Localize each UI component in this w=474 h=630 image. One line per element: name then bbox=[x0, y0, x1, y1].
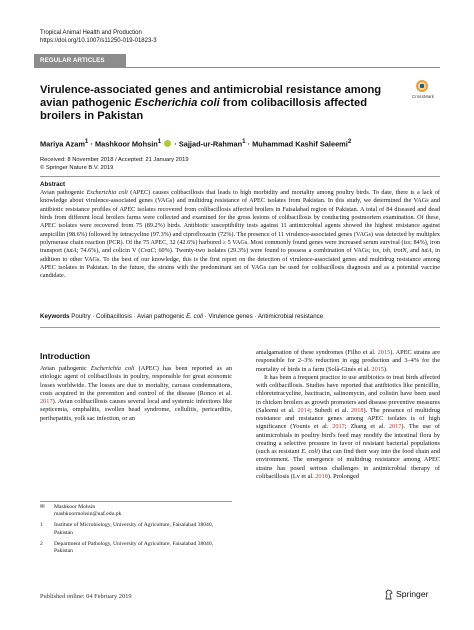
section-rule bbox=[126, 67, 440, 68]
introduction-heading: Introduction bbox=[40, 351, 91, 361]
title-text-1: Virulence-associated genes and antimicrobial resistance among avian pathogenic bbox=[40, 84, 382, 110]
author-affiliation: 1 bbox=[157, 138, 162, 145]
affiliation-text: Department of Pathology, University of Agriculture, Faisalabad 38040, Pakistan bbox=[54, 540, 214, 555]
orcid-icon[interactable] bbox=[164, 140, 171, 147]
affiliation-note bbox=[40, 541, 232, 555]
crossmark-badge[interactable] bbox=[406, 80, 440, 104]
reference-link[interactable]: 2015 bbox=[377, 349, 391, 356]
divider bbox=[40, 176, 440, 177]
section-label: REGULAR ARTICLES bbox=[34, 54, 126, 68]
paragraph: It has been a frequent practice to use antibiotics to treat birds affected with colibacillosis. Studies have reported that antibiotics like penicillin, chloretetracycline, bacitracin, salinomycin, and colistin have been used in chicken broilers as growth promoters and disease preventive measures (Saleemi et al. 2014; Subedi et al. 2018). The presence of multidrug resistance and resistance genes among APEC isolates is of high significance (Younis et al. 2017; Zhang et al. 2017). The use of antimicrobials in poultry bird's feed may modify the intestinal flora by creating a selective pressure in favor of resistant bacterial populations (such as resistant E. coli) that can find their way into the food chain and environment. The emergence of multidrug resistance among APEC strains has posed serious challenges in antimicrobial therapy of colibacillosis (Lv et al. 2018). Prolonged bbox=[256, 373, 441, 480]
reference-link[interactable]: 2018 bbox=[315, 472, 328, 480]
keywords: Keywords Poultry · Colibacillosis · Avian pathogenic E. coli · Virulence genes · Antimicrobial resistance bbox=[40, 313, 324, 320]
footnote-divider bbox=[40, 501, 232, 502]
author-name[interactable]: Muhammad Kashif Saleemi bbox=[252, 139, 348, 149]
springer-wordmark: Springer bbox=[396, 589, 429, 599]
journal-name: Tropical Animal Health and Production bbox=[40, 30, 142, 36]
affiliation-note bbox=[40, 522, 232, 536]
envelope-icon: ✉ bbox=[40, 504, 45, 510]
abstract-heading: Abstract bbox=[40, 181, 66, 188]
corresponding-author: Mashkoor Mohsin bbox=[54, 504, 96, 510]
author-name[interactable]: Mashkoor Mohsin bbox=[94, 139, 158, 149]
author-affiliation: 2 bbox=[347, 138, 352, 145]
intro-right-column bbox=[256, 349, 440, 481]
abstract-body: Avian pathogenic Escherichia coli (APEC) causes colibacillosis that leads to high morbidity and mortality among poultry birds. To date, there is a lack of knowledge about virulence-associated genes (VAGs) and multidrug resistance of APEC isolates from Pakistan. In this study, we determined the VAGs and antibiotic resistance profiles of APEC isolates recovered from colibacillosis affected broilers in Faisalabad region of Pakistan. A total of 84 diseased and dead birds from different local broilers farms were collected and examined for the gross lesions of colibacillosis by conducting postmortem examination. Of these, APEC isolates were recovered from 75 (89.2%) birds. Antibiotic susceptibility tests against 11 antimicrobial agents showed the highest resistance against ampicillin (98.6%) followed by tetracycline (97.3%) and ciprofloxacin (72%). The presence of 11 virulence-associated genes (VAGs) was detected by multiplex polymerase chain reaction (PCR). Of the 75 APEC, 32 (42.6%) harbored ≥ 5 VAGs. Most commonly found genes were increased serum survival (iss; 84%), iron transport (iutA; 74.6%), and colicin V (CvaC; 60%). Twenty-two isolates (29.3%) were found to possess a combination of VAGs; iss, tsh, irotN, and iutA, in addition to other VAGs. To the best of our knowledge, this is the first report on the detection of virulence-associated genes and multidrug resistance among APEC isolates in Pakistan. In the future, the strains with the predominant set of VAGs can be used for colibacillosis diagnosis and as a potential vaccine candidate. bbox=[40, 189, 441, 280]
article-dates: Received: 8 November 2018 / Accepted: 21 January 2019 bbox=[40, 157, 189, 163]
author-list: Mariya Azam$^1$ · Mashkoor Mohsin$^1$ · Sajjad-ur-Rahman$^1$ · Muhammad Kashif Saleemi$^2$ bbox=[40, 138, 352, 149]
author-name[interactable]: Sajjad-ur-Rahman bbox=[178, 139, 243, 149]
springer-horse-icon bbox=[384, 589, 394, 600]
reference-link[interactable]: 2017 bbox=[332, 423, 345, 431]
email-link[interactable]: mashkoormohsin@uaf.edu.pk bbox=[54, 511, 122, 518]
title-italic: Escherichia coli bbox=[134, 97, 220, 110]
doi-link[interactable]: https://doi.org/10.1007/s11250-019-01823-3 bbox=[40, 38, 157, 44]
copyright: © Springer Nature B.V. 2019 bbox=[40, 165, 114, 171]
author-name[interactable]: Mariya Azam bbox=[40, 139, 85, 149]
springer-logo bbox=[384, 588, 440, 602]
article-title bbox=[40, 84, 390, 124]
affiliation-number: 2 bbox=[40, 540, 43, 547]
journal-header bbox=[40, 29, 157, 45]
title-text-2: from colibacillosis affected broilers in Pakistan bbox=[40, 97, 368, 123]
footnotes bbox=[40, 504, 232, 559]
reference-link[interactable]: 2015 bbox=[371, 365, 385, 373]
divider bbox=[40, 327, 440, 328]
reference-link[interactable]: 2017 bbox=[388, 423, 402, 431]
author-affiliation: 1 bbox=[242, 138, 246, 145]
intro-left-column: Avian pathogenic Escherichia coli (APEC) has been reported as an etiologic agent of colibacillosis in poultry, responsible for great economic losses worldwide. The losses are due to mortality, carcass condemnations, costs acquired in the prevention and control of the disease (Ronco et al. 2017). Avian colibacillosis causes several local and systemic infections like septicemia, omphalitis, swollen head syndrome, cellulitis, pericarditis, perihepatitis, yolk sac infection, or an bbox=[40, 365, 232, 422]
reference-link[interactable]: 2018 bbox=[350, 406, 364, 414]
published-online: Published online: 04 February 2019 bbox=[40, 593, 132, 600]
affiliation-number: 1 bbox=[40, 522, 43, 529]
keywords-label: Keywords bbox=[40, 313, 70, 320]
crossmark-icon bbox=[416, 80, 428, 92]
correspondence-note bbox=[40, 504, 232, 518]
paragraph: amalgamation of these syndromes (Filho et al. 2015). APEC strains are responsible for 2–3% reduction in egg production and 3–4% for the mortality of birds in a farm (Solà-Ginés et al. 2015). bbox=[256, 349, 440, 373]
reference-link[interactable]: 2017 bbox=[40, 398, 53, 405]
crossmark-label: CrossMark bbox=[411, 94, 435, 99]
author-affiliation: 1 bbox=[84, 138, 89, 145]
affiliation-text: Institute of Microbiology, University of Agriculture, Faisalabad 38040, Pakistan bbox=[54, 522, 214, 536]
reference-link[interactable]: 2014 bbox=[297, 406, 310, 414]
